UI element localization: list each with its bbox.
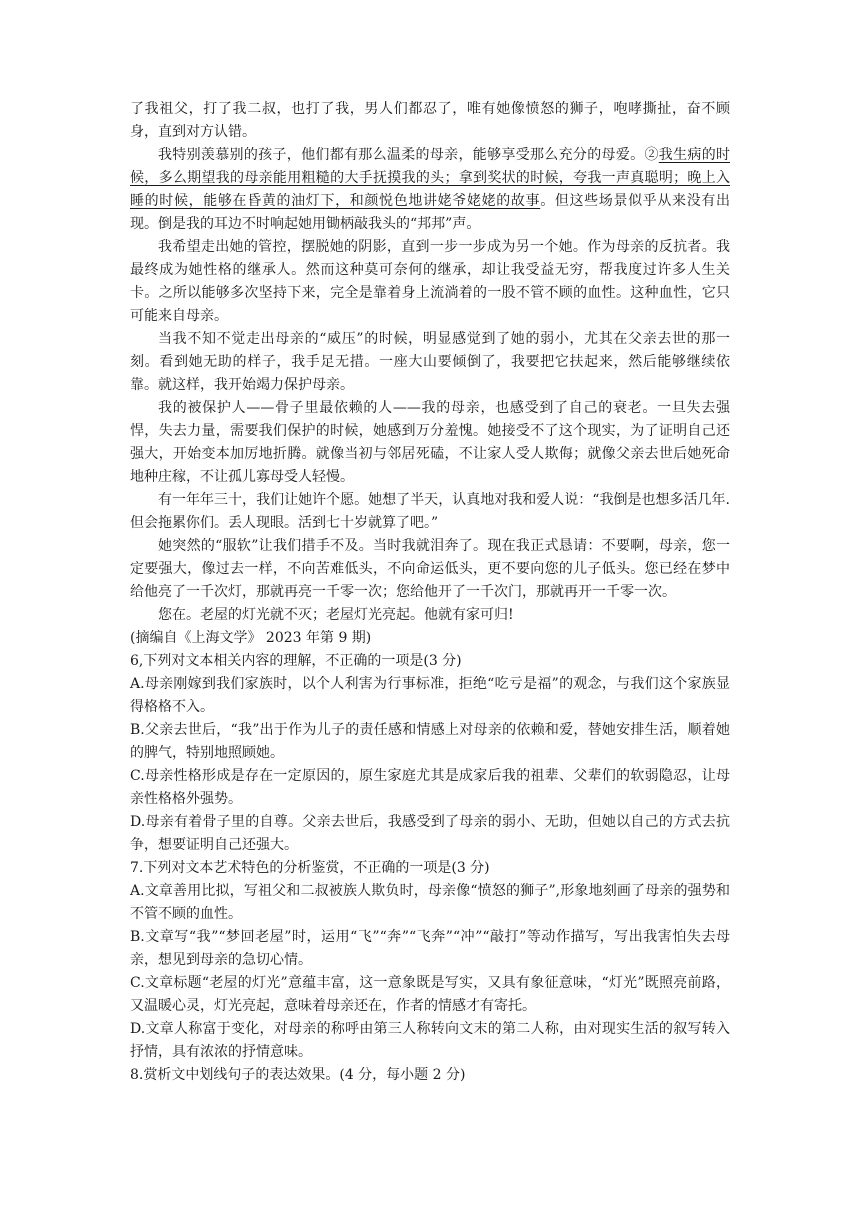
document-page bbox=[130, 98, 730, 1087]
question-6-option-d: D.母亲有着骨子里的自尊。父亲去世后，我感受到了母亲的弱小、无助，但她以自己的方式去抗争，想要证明自己还强大。 bbox=[130, 814, 730, 853]
question-7-option-a: A.文章善用比拟，写祖父和二叔被族人欺负时，母亲像“愤怒的狮子”,形象地刻画了母亲的强势和不管不顾的血性。 bbox=[130, 883, 730, 922]
paragraph-3: 我希望走出她的管控，摆脱她的阴影，直到一步一步成为另一个她。作为母亲的反抗者。我最终成为她性格的继承人。然而这种莫可奈何的继承，却让我受益无穷，帮我度过许多人生关卡。之所以能够多次坚持下来，完全是靠着身上流淌着的一股不管不顾的血性。这种血性，它只可能来自母亲。 bbox=[130, 239, 730, 324]
paragraph-1: 了我祖父，打了我二叔，也打了我，男人们都忍了，唯有她像愤怒的狮子，咆哮撕扯，奋不顾身，直到对方认错。 bbox=[130, 101, 730, 140]
paragraph-5: 我的被保护人——骨子里最依赖的人——我的母亲，也感受到了自己的衰老。一旦失去强悍，失去力量，需要我们保护的时候，她感到万分羞愧。她接受不了这个现实，为了证明自己还强大，开始变本加厉地折腾。就像当初与邻居死磕，不让家人受人欺侮；就像父亲去世后她死命地种庄稼，不让孤儿寡母受人轻慢。 bbox=[130, 400, 730, 485]
question-6-option-b: B.父亲去世后，“我”出于作为儿子的责任感和情感上对母亲的依赖和爱，替她安排生活，顺着她的脾气，特别地照顾她。 bbox=[130, 722, 730, 761]
paragraph-6: 有一年年三十，我们让她许个愿。她想了半天，认真地对我和爱人说：“我倒是也想多活几年.但会拖累你们。丢人现眼。活到七十岁就算了吧。” bbox=[130, 492, 730, 531]
underlined-sentence-2: 我生病的时候，多么期望我的母亲能用粗糙的大手抚摸我的头；拿到奖状的时候，夸我一声真聪明；晚上入睡的时候，能够在昏黄的油灯下，和颜悦色地讲姥爷姥姥的故事 bbox=[130, 147, 731, 209]
question-6-stem: 6,下列对文本相关内容的理解，不正确的一项是(3 分) bbox=[130, 653, 462, 669]
paragraph-7: 她突然的“服软”让我们措手不及。当时我就泪奔了。现在我正式恳请：不要啊，母亲，您一定要强大，像过去一样，不向苦难低头，不向命运低头，更不要向您的儿子低头。您已经在梦中给他亮了一千次灯，那就再亮一千零一次；您给他开了一千次门，那就再开一千零一次。 bbox=[130, 538, 730, 600]
question-7-option-b: B.文章写“我”“梦回老屋”时，运用“飞”“奔”“飞奔”“冲”“敲打”等动作描写，写出我害怕失去母亲，想见到母亲的急切心情。 bbox=[130, 929, 730, 968]
paragraph-2 bbox=[130, 144, 730, 236]
paragraph-8: 您在。老屋的灯光就不灭；老屋灯光亮起。他就有家可归! bbox=[158, 607, 514, 623]
question-7-option-d: D.文章人称富于变化，对母亲的称呼由第三人称转向文末的第二人称，由对现实生活的叙写转入抒情，具有浓浓的抒情意味。 bbox=[130, 1021, 730, 1060]
paragraph-4: 当我不知不觉走出母亲的“威压”的时候，明显感觉到了她的弱小，尤其在父亲去世的那一刻。看到她无助的样子，我手足无措。一座大山要倾倒了，我要把它扶起来，然后能够继续依靠。就这样，我开始竭力保护母亲。 bbox=[130, 331, 730, 393]
paragraph-2-lead: 我特别羡慕别的孩子，他们都有那么温柔的母亲，能够享受那么充分的母爱。② bbox=[158, 147, 659, 163]
question-6-option-a: A.母亲刚嫁到我们家族时，以个人利害为行事标准，拒绝“吃亏是福”的观念，与我们这个家族显得格格不入。 bbox=[130, 676, 730, 715]
question-6-option-c: C.母亲性格形成是存在一定原因的，原生家庭尤其是成家后我的祖辈、父辈们的软弱隐忍，让母亲性格格外强势。 bbox=[130, 768, 730, 807]
question-8-stem: 8.赏析文中划线句子的表达效果。(4 分，每小题 2 分) bbox=[130, 1067, 466, 1083]
source-note: (摘编自《上海文学》 2023 年第 9 期) bbox=[130, 630, 372, 646]
question-7-stem: 7.下列对文本艺术特色的分析鉴赏，不正确的一项是(3 分) bbox=[130, 860, 490, 876]
question-7-option-c: C.文章标题“老屋的灯光”意蕴丰富，这一意象既是写实，又具有象征意味，“灯光”既照亮前路，又温暖心灵，灯光亮起，意味着母亲还在，作者的情感才有寄托。 bbox=[130, 975, 730, 1014]
paragraph-2-tail: 。但这些场景似乎从来没有出现。倒是我的耳边不时响起她用锄柄敲我头的“邦邦”声。 bbox=[130, 193, 731, 232]
